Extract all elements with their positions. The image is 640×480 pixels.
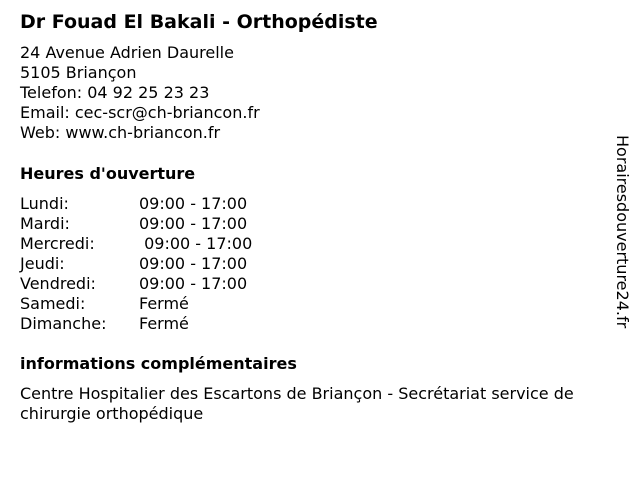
hours-day: Mardi:: [20, 214, 70, 233]
hours-row-monday: [20, 194, 252, 214]
hours-row-friday: [20, 274, 252, 294]
web-line: Web: www.ch-briancon.fr: [20, 123, 221, 142]
page-title: Dr Fouad El Bakali - Orthopédiste: [20, 11, 378, 33]
contact-block: [20, 43, 260, 143]
hours-time: Fermé: [139, 294, 189, 313]
opening-hours-heading: Heures d'ouverture: [20, 164, 196, 183]
hours-day: Mercredi:: [20, 234, 95, 253]
email-line: Email: cec-scr@ch-briancon.fr: [20, 103, 260, 122]
hours-day: Jeudi:: [20, 254, 65, 273]
hours-row-thursday: [20, 254, 252, 274]
hours-day: Samedi:: [20, 294, 86, 313]
hours-time: 09:00 - 17:00: [139, 194, 248, 213]
hours-row-saturday: [20, 294, 252, 314]
hours-time: 09:00 - 17:00: [139, 254, 248, 273]
hours-time: 09:00 - 17:00: [139, 214, 248, 233]
hours-row-tuesday: [20, 214, 252, 234]
hours-time: 09:00 - 17:00: [139, 274, 248, 293]
hours-row-wednesday: [20, 234, 252, 254]
additional-info-heading: informations complémentaires: [20, 354, 297, 373]
hours-day: Vendredi:: [20, 274, 96, 293]
phone-line: Telefon: 04 92 25 23 23: [20, 83, 210, 102]
hours-day: Lundi:: [20, 194, 69, 213]
address-city: 5105 Briançon: [20, 63, 137, 82]
hours-time: 09:00 - 17:00: [139, 234, 253, 253]
additional-info-text: Centre Hospitalier des Escartons de Briançon - Secrétariat service de chirurgie orthopédique: [20, 384, 574, 423]
hours-time: Fermé: [139, 314, 189, 333]
hours-day: Dimanche:: [20, 314, 107, 333]
site-watermark: Horairesdouverture24.fr: [613, 135, 632, 329]
hours-row-sunday: [20, 314, 252, 334]
address-street: 24 Avenue Adrien Daurelle: [20, 43, 234, 62]
opening-hours-table: [20, 194, 252, 334]
